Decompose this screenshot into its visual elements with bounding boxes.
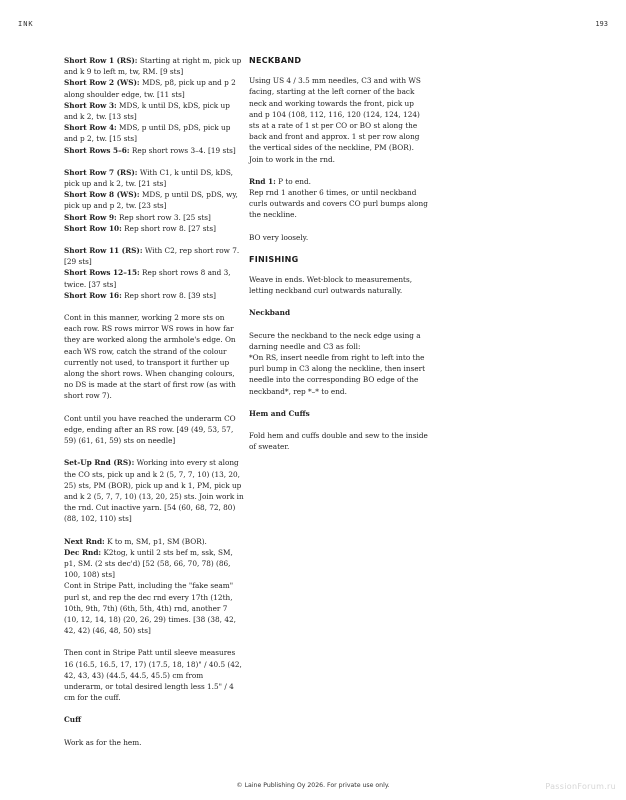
decrease-round-line: Dec Rnd: K2tog, k until 2 sts bef m, ssk, SM, p1, SM. (2 sts dec'd) [52 (58, 66, 70, 78) (86, 100, 108) sts] xyxy=(64,547,233,580)
neckband-steps-text: *On RS, insert needle from right to left into the purl bump in C3 along the neckline, then insert needle into the corresponding BO edge of the neckband*, rep *–* to end. xyxy=(249,353,426,396)
instruction-line: Short Row 7 (RS): With C1, k until DS, kDS, pick up and k 2, tw. [21 sts] xyxy=(64,167,233,189)
neckband-heading: NECKBAND xyxy=(249,56,302,65)
short-rows-block-3 xyxy=(64,245,244,301)
cuff-text: Work as for the hem. xyxy=(64,737,142,747)
underarm-paragraph: Cont until you have reached the underarm CO edge, ending after an RS row. [49 (49, 53, 57, 59) (61, 61, 59) sts on needle] xyxy=(64,413,236,446)
right-column xyxy=(249,55,429,452)
neckband-paragraph: Using US 4 / 3.5 mm needles, C3 and with WS facing, starting at the left corner of the back neck and working towards the front, pick up and p 104 (108, 112, 116, 120 (124, 124, 124) sts at a rate of 1 st per CO or BO st along the back and front and approx. 1 st per row along the vertical sides of the neckline, PM (BOR). Join to work in the rnd. xyxy=(249,76,421,164)
finishing-heading: FINISHING xyxy=(249,254,299,264)
bind-off-paragraph: BO very loosely. xyxy=(249,232,309,242)
next-round-line: Next Rnd: K to m, SM, p1, SM (BOR). xyxy=(64,536,207,546)
cuff-heading: Cuff xyxy=(64,715,82,725)
instruction-line: Short Row 9: Rep short row 3. [25 sts] xyxy=(64,212,211,222)
copyright-footer: © Laine Publishing Oy 2026. For private use only. xyxy=(236,782,390,789)
left-column xyxy=(64,55,244,748)
finishing-paragraph: Weave in ends. Wet-block to measurements, letting neckband curl outwards naturally. xyxy=(249,275,413,296)
stripe-paragraph: Cont in Stripe Patt, including the "fake seam" purl st, and rep the dec rnd every 17th (12th, 10th, 9th, 7th) (6th, 5th, 4th) rnd, another 7 (10, 12, 14, 18) (20, 26, 29) times. [38 (38, 42, 42, 42) (46, 48, 50) sts] xyxy=(64,581,236,636)
instruction-line: Short Row 2 (WS): MDS, p8, pick up and p 2 along shoulder edge, tw. [11 sts] xyxy=(64,78,236,99)
instruction-line: Short Row 10: Rep short row 8. [27 sts] xyxy=(64,223,216,233)
hem-cuffs-subheading: Hem and Cuffs xyxy=(249,408,310,418)
measure-paragraph: Then cont in Stripe Patt until sleeve measures 16 (16.5, 16.5, 17, 17) (17.5, 18, 18)" / 40.5 (42, 42, 43, 43) (44.5, 44.5, 45.5) cm from underarm, or total desired length less 1.5" / 4 cm for the cuff. xyxy=(64,648,242,703)
instruction-line: Short Row 16: Rep short row 8. [39 sts] xyxy=(64,290,216,300)
neckband-subheading: Neckband xyxy=(249,308,291,318)
continue-paragraph: Cont in this manner, working 2 more sts on each row. RS rows mirror WS rows in how far they are worked along the armhole's edge. On each WS row, catch the strand of the colour currently not used, to transport it further up along the short rows. When changing colours, no DS is made at the start of first row (as with short row 7). xyxy=(64,313,236,401)
round-1-follow: Rep rnd 1 another 6 times, or until neckband curls outwards and covers CO purl bumps along the neckline. xyxy=(249,188,428,220)
hem-cuffs-text: Fold hem and cuffs double and sew to the inside of sweater. xyxy=(249,431,428,452)
short-rows-block-2 xyxy=(64,167,244,234)
instruction-line: Short Row 3: MDS, k until DS, kDS, pick up and k 2, tw. [13 sts] xyxy=(64,100,230,122)
page-number: 193 xyxy=(595,20,608,28)
watermark: PassionForum.ru xyxy=(545,782,616,791)
instruction-line: Short Rows 12–15: Rep short rows 8 and 3, twice. [37 sts] xyxy=(64,268,231,289)
instruction-line: Short Rows 5–6: Rep short rows 3–4. [19 sts] xyxy=(64,145,236,155)
neckband-secure-text: Secure the neckband to the neck edge using a darning needle and C3 as foll: xyxy=(249,330,421,351)
instruction-line: Short Row 8 (WS): MDS, p until DS, pDS, wy, pick up and p 2, tw. [23 sts] xyxy=(64,190,238,211)
short-rows-block-1 xyxy=(64,55,244,156)
instruction-line: Short Row 1 (RS): Starting at right m, pick up and k 9 to left m, tw, RM. [9 sts] xyxy=(64,56,242,77)
setup-round-paragraph: Set-Up Rnd (RS): Working into every st along the CO sts, pick up and k 2 (5, 7, 7, 10) (13, 20, 25) sts, PM (BOR), pick up and k 1, PM, pick up and k 2 (5, 7, 7, 10) (13, 20, 25) sts. Join work in the rnd. Cut inactive yarn. [54 (60, 68, 72, 80) (88, 102, 110) sts] xyxy=(64,458,244,524)
round-1-paragraph: Rnd 1: P to end. Rep rnd 1 another 6 times, or until neckband curls outwards and covers CO purl bumps along the neckline. xyxy=(249,176,428,220)
instruction-line: Short Row 11 (RS): With C2, rep short row 7. [29 sts] xyxy=(64,246,240,267)
brand-label: INK xyxy=(18,20,34,28)
instruction-line: Short Row 4: MDS, p until DS, pDS, pick up and p 2, tw. [15 sts] xyxy=(64,123,231,144)
